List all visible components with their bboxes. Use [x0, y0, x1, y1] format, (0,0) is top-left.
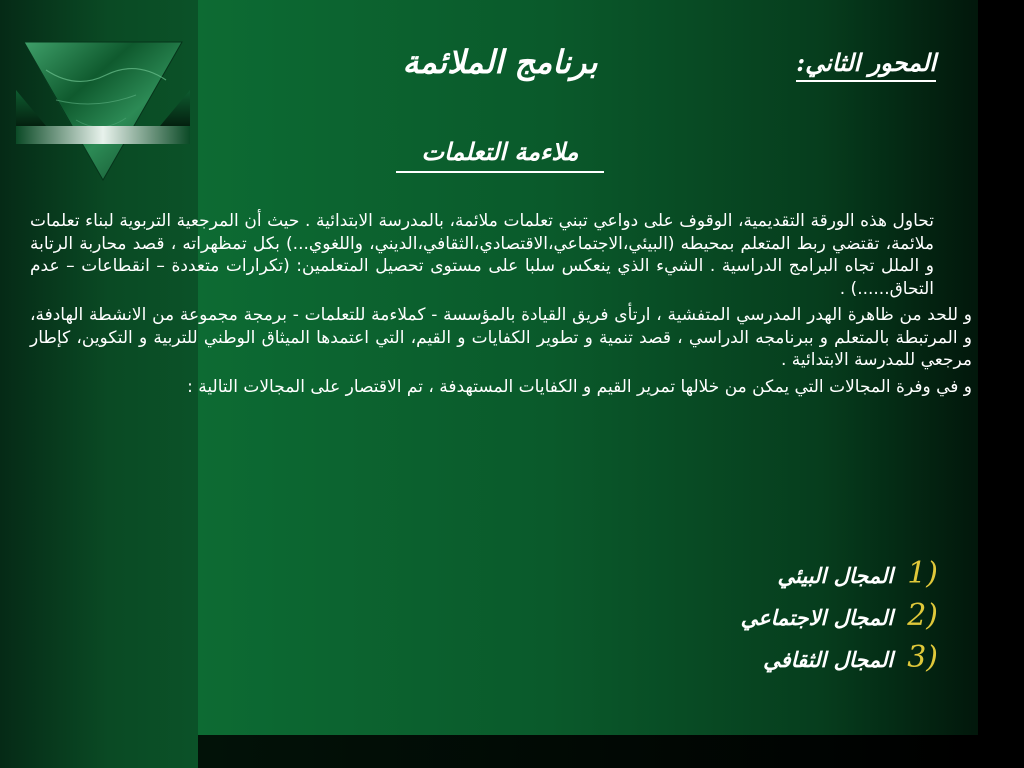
green-marble-triangle-logo-icon: [16, 40, 190, 182]
axis-title: المحور الثاني:: [796, 48, 936, 82]
list-item: [538, 595, 938, 637]
body-text: [30, 210, 972, 402]
list-item-number: 2): [907, 598, 938, 633]
paragraph-intro: تحاول هذه الورقة التقديمية، الوقوف على دواعي تبني تعلمات ملائمة، بالمدرسة الابتدائية . حيث أن المرجعية التربوية لبناء تعلمات ملائمة، تقتضي ربط المتعلم بمحيطه (البيئي،الاجتماعي،الاقتصادي،الثقافي،الديني، واللغوي...) بكل تمظهراته ، قصد محاربة الرتابة و الملل تجاه البرامج الدراسية . الشيء الذي ينعكس سلبا على مستوى تحصيل المتعلمين: (تكرارات متعددة – انقطاعات – عدم التحاق......) .: [30, 211, 934, 299]
paragraph-dropout: و للحد من ظاهرة الهدر المدرسي المتفشية ، ارتأى فريق القيادة بالمؤسسة - كملاءمة للتعلمات - برمجة مجموعة من الانشطة الهادفة، و المرتبطة بالمتعلم و ببرنامجه الدراسي ، قصد تنمية و تطوير الكفايات و القيم، التي اعتمدها الميثاق الوطني للتربية و التكوين، كإطار مرجعي للمدرسة الابتدائية .: [30, 305, 972, 370]
list-item-label: المجال البيئي: [777, 563, 894, 588]
paragraph-fields-intro: و في وفرة المجالات التي يمكن من خلالها تمرير القيم و الكفايات المستهدفة ، تم الاقتصار على المجالات التالية :: [187, 376, 972, 397]
list-item: [538, 553, 938, 595]
bottom-border: [198, 735, 978, 768]
list-item-number: 1): [907, 556, 938, 591]
fields-list: [538, 553, 938, 679]
list-item-number: 3): [907, 640, 938, 675]
right-border: [978, 0, 1024, 768]
list-item-label: المجال الاجتماعي: [740, 605, 894, 630]
slide-subtitle: ملاءمة التعلمات: [396, 133, 604, 173]
list-item: [538, 637, 938, 679]
slide-title: برنامج الملائمة: [402, 43, 598, 81]
list-item-label: المجال الثقافي: [763, 647, 894, 672]
